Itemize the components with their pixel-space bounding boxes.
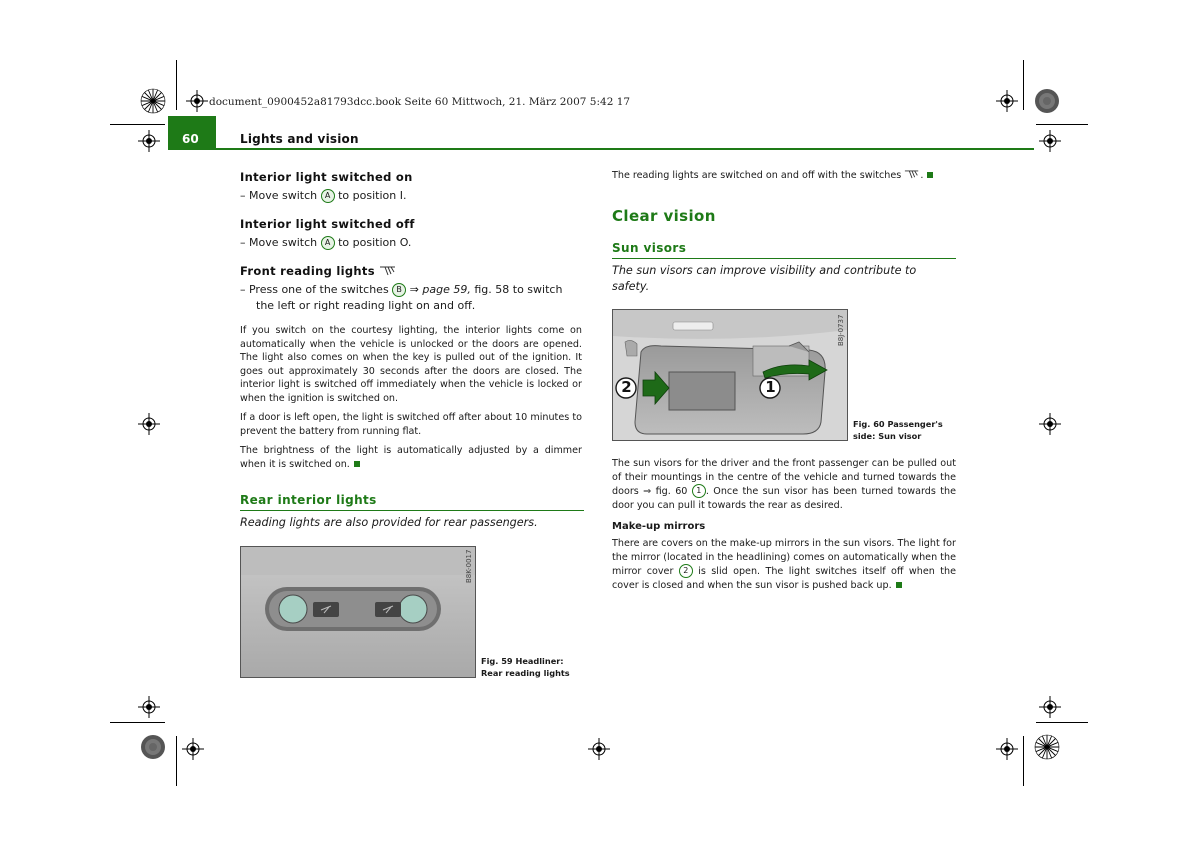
sun-visor-illustration (613, 310, 847, 440)
switch-a-marker: A (321, 189, 335, 203)
figure-60-sun-visor (612, 309, 848, 441)
reading-light-icon (379, 266, 397, 276)
make-up-mirrors-heading: Make-up mirrors (612, 521, 706, 532)
page-reference-link[interactable]: ⇒ page 59, (409, 283, 471, 296)
door-open-paragraph: If a door is left open, the light is switched off after about 10 minutes to prevent the battery from running flat. (240, 412, 582, 437)
front-reading-lights-step (240, 282, 590, 314)
header-rule (216, 148, 1034, 150)
step-text: the left or right reading light on and off. (256, 299, 476, 312)
registration-mark-icon (186, 90, 208, 112)
page-number: 60 (182, 132, 199, 146)
switch-b-marker: B (392, 283, 406, 297)
paragraph-text: . Once the sun visor has been turned towards the door you can pull it towards the rear as desired. (612, 486, 956, 511)
grey-target-icon (140, 734, 166, 760)
interior-light-off-heading: Interior light switched off (240, 217, 415, 231)
headliner-illustration (241, 547, 475, 677)
registration-mark-icon (182, 738, 204, 760)
interior-light-on-step (240, 188, 406, 204)
callout-1: 1 (765, 378, 776, 396)
figure-59-rear-reading-lights (240, 546, 476, 678)
interior-light-on-heading: Interior light switched on (240, 170, 413, 184)
registration-mark-icon (996, 90, 1018, 112)
callout-1-marker: 1 (692, 484, 706, 498)
registration-mark-icon (138, 696, 160, 718)
registration-mark-icon (138, 130, 160, 152)
paragraph-text: The brightness of the light is automatically adjusted by a dimmer when it is switched on. (240, 445, 582, 470)
callout-2-marker: 2 (679, 564, 693, 578)
end-mark-icon (927, 172, 933, 178)
star-target-icon (1034, 734, 1060, 760)
step-text: fig. 58 to switch (474, 283, 563, 296)
registration-mark-icon (1039, 130, 1061, 152)
reading-lights-switch-text: The reading lights are switched on and off with the switches . (612, 169, 958, 183)
sun-visor-paragraph (612, 457, 956, 512)
clear-vision-heading: Clear vision (612, 207, 716, 225)
section-rule (240, 510, 584, 511)
callout-2: 2 (621, 378, 632, 396)
grey-target-icon (1034, 88, 1060, 114)
registration-mark-icon (1039, 413, 1061, 435)
registration-mark-icon (1039, 696, 1061, 718)
star-target-icon (140, 88, 166, 114)
make-up-mirrors-paragraph (612, 537, 956, 592)
rear-lights-intro: Reading lights are also provided for rear passengers. (240, 516, 538, 529)
paragraph-text: The reading lights are switched on and off with the switches (612, 170, 902, 181)
registration-mark-icon (588, 738, 610, 760)
end-mark-icon (896, 582, 902, 588)
end-mark-icon (354, 461, 360, 467)
rear-interior-lights-heading: Rear interior lights (240, 493, 377, 507)
reading-light-icon (904, 170, 920, 179)
registration-mark-icon (138, 413, 160, 435)
dimmer-paragraph (240, 444, 582, 471)
paragraph-text: is slid open. The light switches itself off when the cover is closed and when the sun visor is pushed back up. (612, 566, 956, 591)
heading-text: Front reading lights (240, 264, 375, 278)
section-rule (612, 258, 956, 259)
figure-code: B8K-0017 (465, 549, 473, 583)
paragraph-text: The sun visors for the driver and the front passenger can be pulled out of their mountings in the centre of the vehicle and turned towards the doors ⇒ fig. 60 (612, 458, 956, 498)
figure-60-caption: Fig. 60 Passenger's side: Sun visor (853, 419, 943, 441)
registration-mark-icon (996, 738, 1018, 760)
step-text: to position I. (338, 189, 407, 202)
chapter-title: Lights and vision (240, 132, 359, 146)
figure-59-caption: Fig. 59 Headliner: Rear reading lights (481, 656, 570, 678)
paragraph-text: There are covers on the make-up mirrors in the sun visors. The light for the mirror (located in the headlining) comes on automatically when the mirror cover (612, 538, 956, 578)
courtesy-lighting-paragraph: If you switch on the courtesy lighting, the interior lights come on automatically when the vehicle is unlocked or the doors are opened. The light also comes on when the key is pulled out of the ignition. It goes out approximately 30 seconds after the doors are closed. The interior light is switched off immediately when the vehicle is locked or when the ignition is switched on. (240, 325, 582, 404)
step-text: – Press one of the switches (240, 283, 389, 296)
step-text: – Move switch (240, 236, 318, 249)
step-text: to position O. (338, 236, 412, 249)
front-reading-lights-heading (240, 264, 397, 278)
sun-visors-heading: Sun visors (612, 241, 687, 255)
step-text: – Move switch (240, 189, 318, 202)
sun-visors-intro: The sun visors can improve visibility and contribute to safety. (612, 264, 917, 293)
print-info: document_0900452a81793dcc.book Seite 60 Mittwoch, 21. März 2007 5:42 17 (209, 96, 631, 108)
figure-code: B8J-0737 (837, 314, 845, 346)
interior-light-off-step (240, 235, 411, 251)
switch-a-marker: A (321, 236, 335, 250)
